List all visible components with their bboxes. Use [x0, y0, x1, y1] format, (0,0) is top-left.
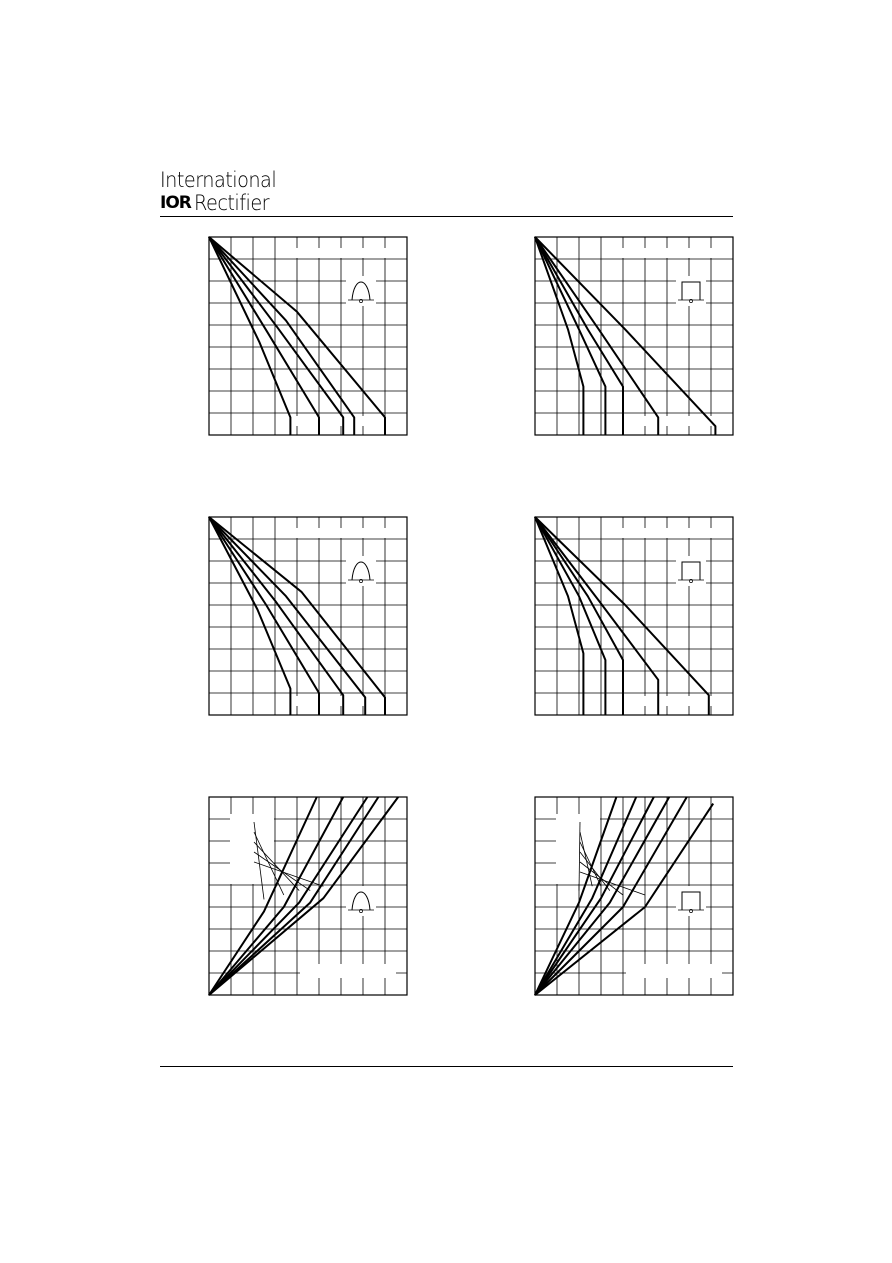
annotation-area — [300, 964, 396, 978]
chart-3 — [208, 516, 408, 716]
company-logo — [160, 168, 300, 216]
series-line-2 — [209, 237, 319, 435]
series-line-2 — [535, 517, 605, 715]
annotation-area — [614, 696, 724, 706]
icon-background — [676, 276, 706, 306]
sine-conduction-angle-icon — [346, 886, 376, 916]
chart-2 — [534, 236, 734, 436]
rectangular-conduction-angle-icon — [676, 886, 706, 916]
chart-1 — [208, 236, 408, 436]
series-line-1 — [535, 237, 583, 435]
icon-background — [346, 556, 376, 586]
series-line-1 — [535, 517, 583, 715]
header-divider — [160, 216, 733, 217]
series-line-1 — [209, 237, 290, 435]
annotation-area — [282, 248, 402, 258]
icon-background — [346, 276, 376, 306]
plot-frame — [209, 237, 407, 435]
chart-3-svg — [208, 516, 408, 716]
icon-background — [346, 886, 376, 916]
chart-5 — [208, 796, 408, 996]
series-line-4 — [535, 517, 658, 715]
annotation-area — [608, 248, 728, 258]
series-line-3 — [209, 237, 343, 435]
rectangular-conduction-angle-icon — [676, 556, 706, 586]
legend-area — [230, 814, 274, 884]
series-line-1 — [209, 517, 290, 715]
chart-6 — [534, 796, 734, 996]
annotation-area — [282, 528, 402, 538]
chart-6-svg — [534, 796, 734, 996]
chart-1-svg — [208, 236, 408, 436]
footer-divider — [160, 1066, 733, 1067]
icon-background — [676, 886, 706, 916]
chart-4 — [534, 516, 734, 716]
series-line-5 — [535, 237, 715, 435]
logo-line-2 — [160, 193, 275, 213]
logo-mark: IOR — [160, 193, 191, 213]
sine-conduction-angle-icon — [346, 276, 376, 306]
chart-2-svg — [534, 236, 734, 436]
rectangular-conduction-angle-icon — [676, 276, 706, 306]
logo-line-1: International — [160, 168, 277, 192]
chart-4-svg — [534, 516, 734, 716]
sine-conduction-angle-icon — [346, 556, 376, 586]
logo-word: Rectifier — [193, 191, 269, 215]
annotation-area — [626, 964, 722, 978]
series-line-4 — [535, 237, 658, 435]
legend-area — [556, 814, 600, 884]
annotation-area — [608, 528, 728, 538]
icon-background — [676, 556, 706, 586]
chart-5-svg — [208, 796, 408, 996]
series-line-5 — [535, 517, 709, 715]
